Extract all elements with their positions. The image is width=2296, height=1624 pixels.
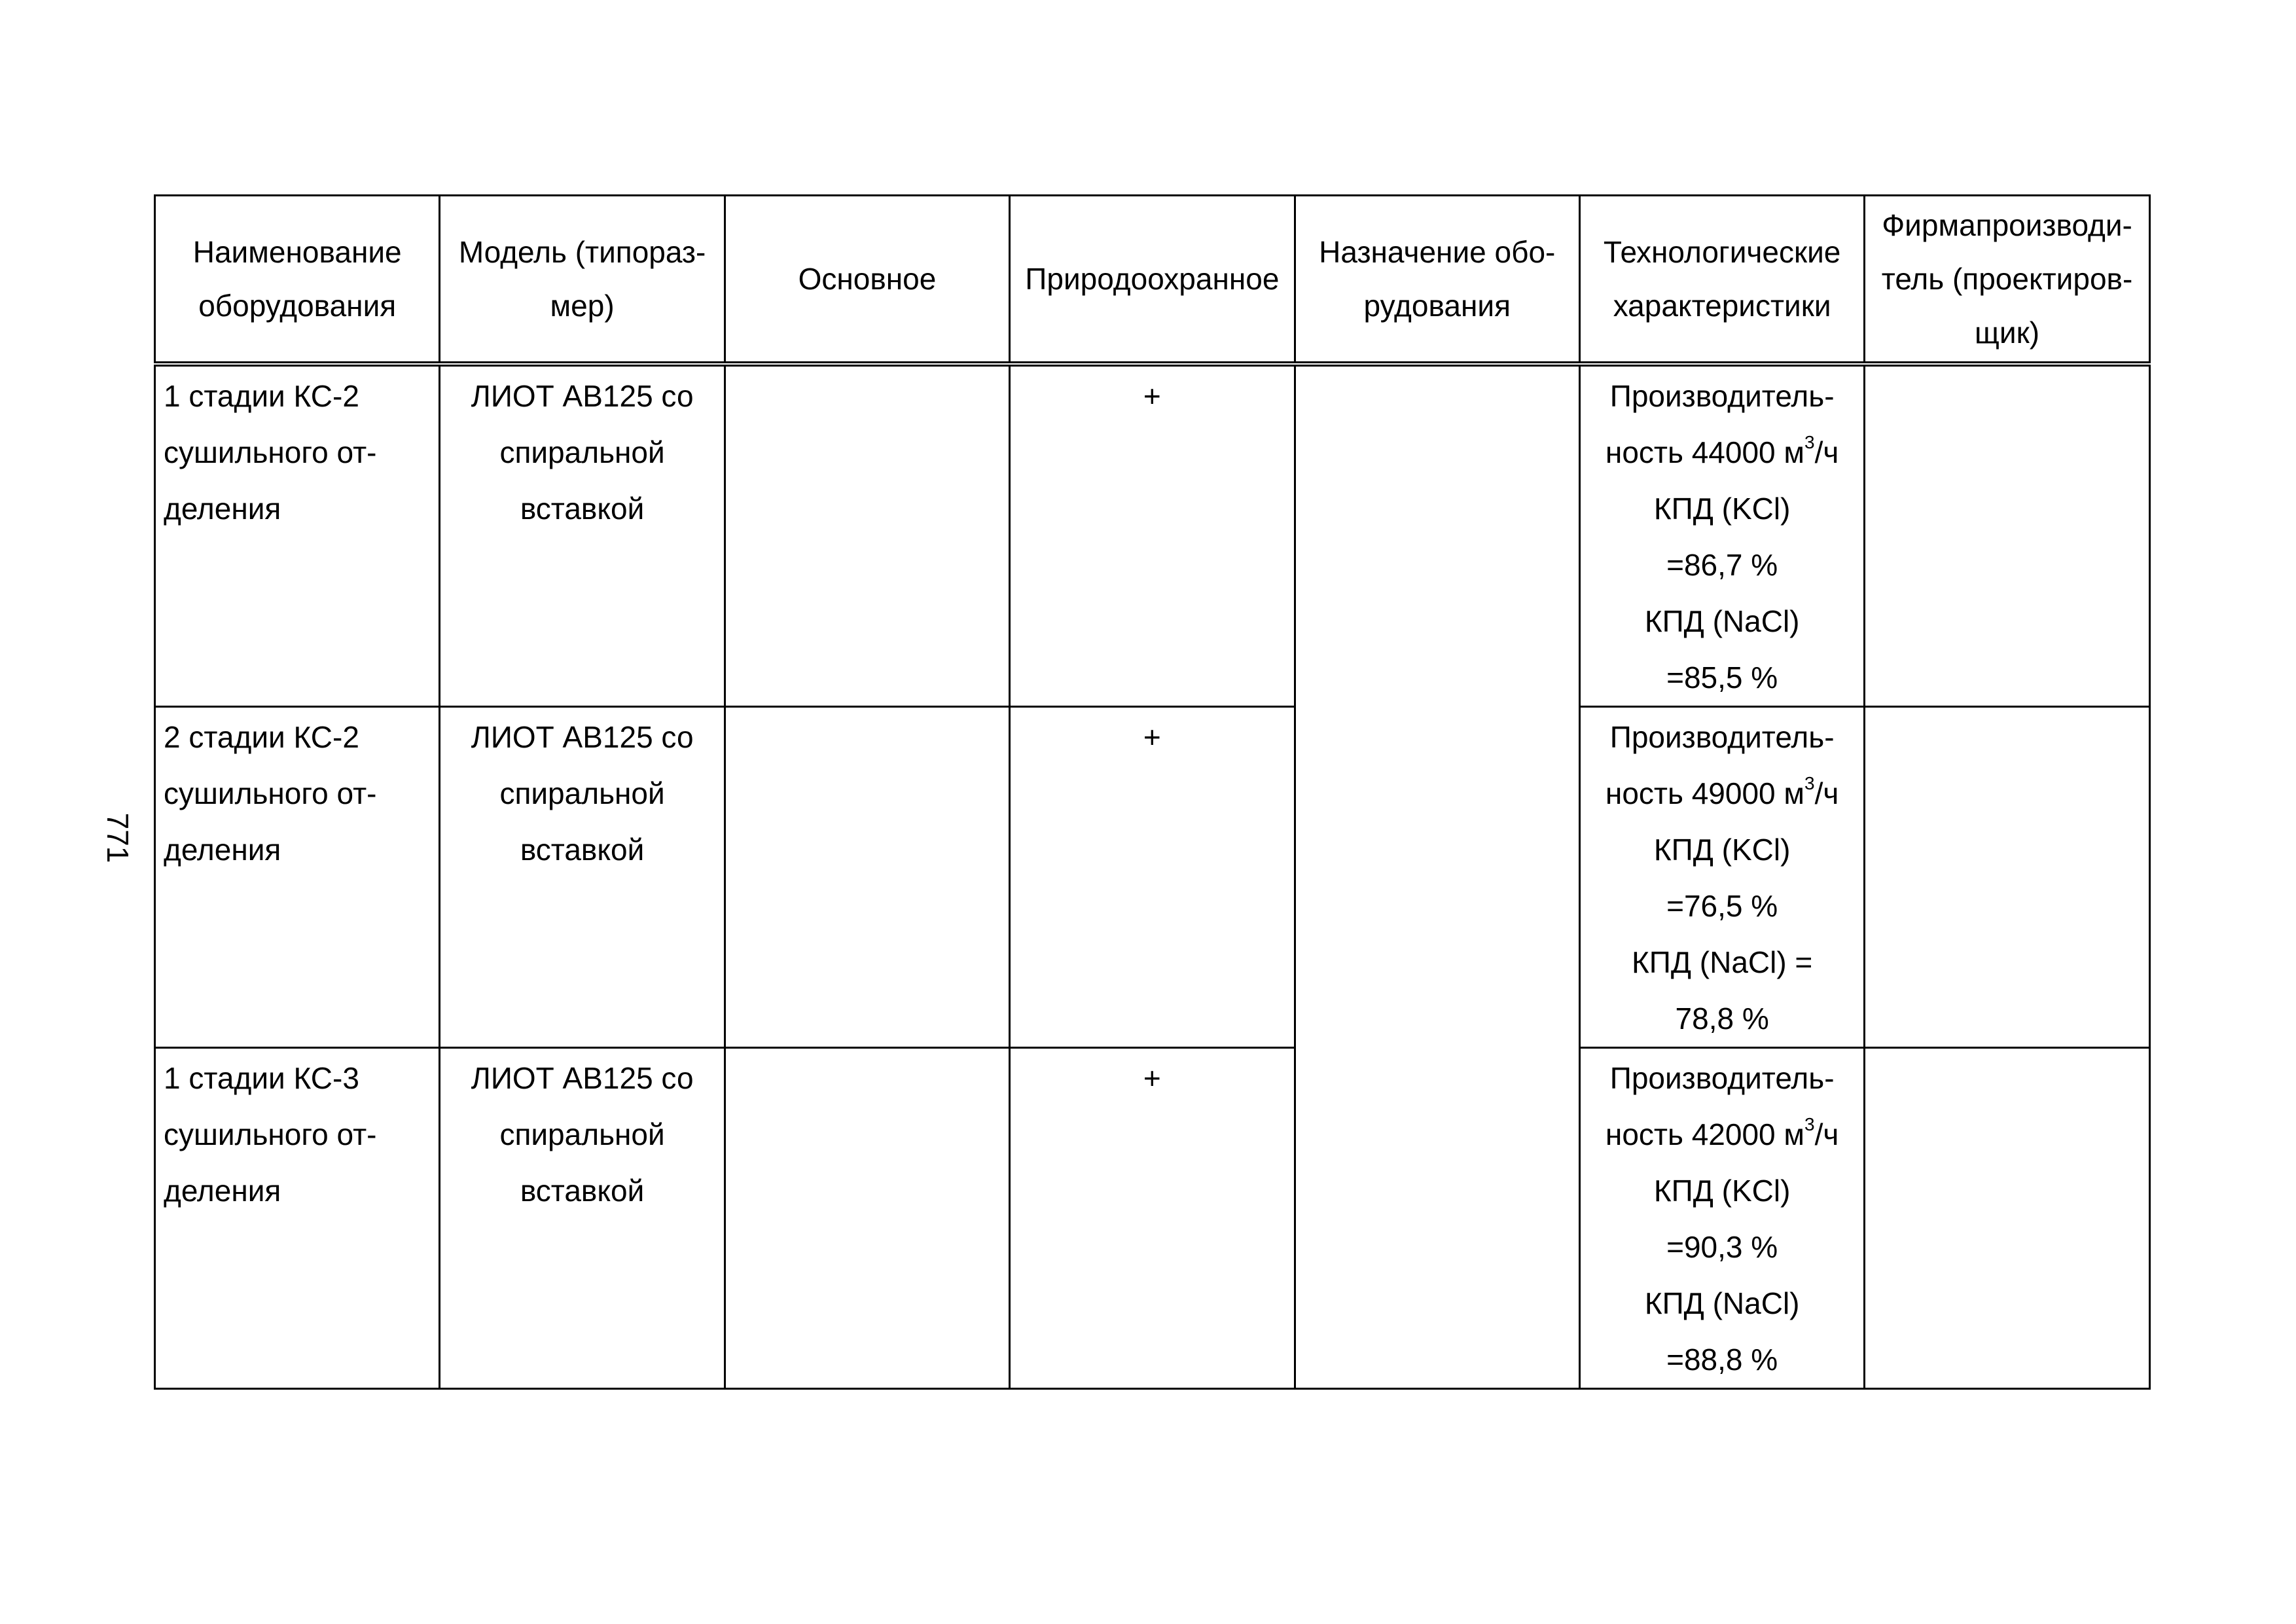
- table-header-row: [155, 196, 2150, 365]
- cell-model: ЛИОТ АВ125 со спиральной вставкой: [440, 707, 725, 1048]
- header-specs: Технологические характеристики: [1579, 196, 1864, 365]
- header-model: Модель (типораз- мер): [440, 196, 725, 365]
- cell-manufacturer: [1865, 707, 2149, 1048]
- cell-equipment-name: 1 стадии КС-3 сушильного от- деления: [155, 1048, 440, 1389]
- cell-environmental: +: [1010, 1048, 1295, 1389]
- cell-main: [725, 1048, 1009, 1389]
- cell-manufacturer: [1865, 1048, 2149, 1389]
- cell-main: [725, 364, 1009, 707]
- cell-specs: Производитель- ность 44000 $м^3/ч$ КПД (KCl) =86,7 % КПД (NaCl) =85,5 %: [1579, 364, 1864, 707]
- cell-equipment-name: 1 стадии КС-2 сушильного от- деления: [155, 364, 440, 707]
- cell-purpose: [1295, 364, 1579, 1389]
- cell-specs: Производитель- ность 42000 $м^3/ч$ КПД (KCl) =90,3 % КПД (NaCl) =88,8 %: [1579, 1048, 1864, 1389]
- header-purpose: Назначение обо- рудования: [1295, 196, 1579, 365]
- header-manufacturer: Фирмапроизводи- тель (проектиров- щик): [1865, 196, 2149, 365]
- equipment-table: [154, 194, 2151, 1390]
- cell-main: [725, 707, 1009, 1048]
- header-environmental: Природоохранное: [1010, 196, 1295, 365]
- table-row: [155, 364, 2150, 707]
- cell-model: ЛИОТ АВ125 со спиральной вставкой: [440, 1048, 725, 1389]
- page-number: 771: [101, 812, 135, 863]
- cell-manufacturer: [1865, 364, 2149, 707]
- cell-specs: Производитель- ность 49000 $м^3/ч$ КПД (KCl) =76,5 % КПД (NaCl) = 78,8 %: [1579, 707, 1864, 1048]
- cell-model: ЛИОТ АВ125 со спиральной вставкой: [440, 364, 725, 707]
- header-main: Основное: [725, 196, 1009, 365]
- table-row: [155, 707, 2150, 1048]
- header-equipment-name: Наименование оборудования: [155, 196, 440, 365]
- cell-equipment-name: 2 стадии КС-2 сушильного от- деления: [155, 707, 440, 1048]
- cell-environmental: +: [1010, 707, 1295, 1048]
- cell-environmental: +: [1010, 364, 1295, 707]
- table-row: [155, 1048, 2150, 1389]
